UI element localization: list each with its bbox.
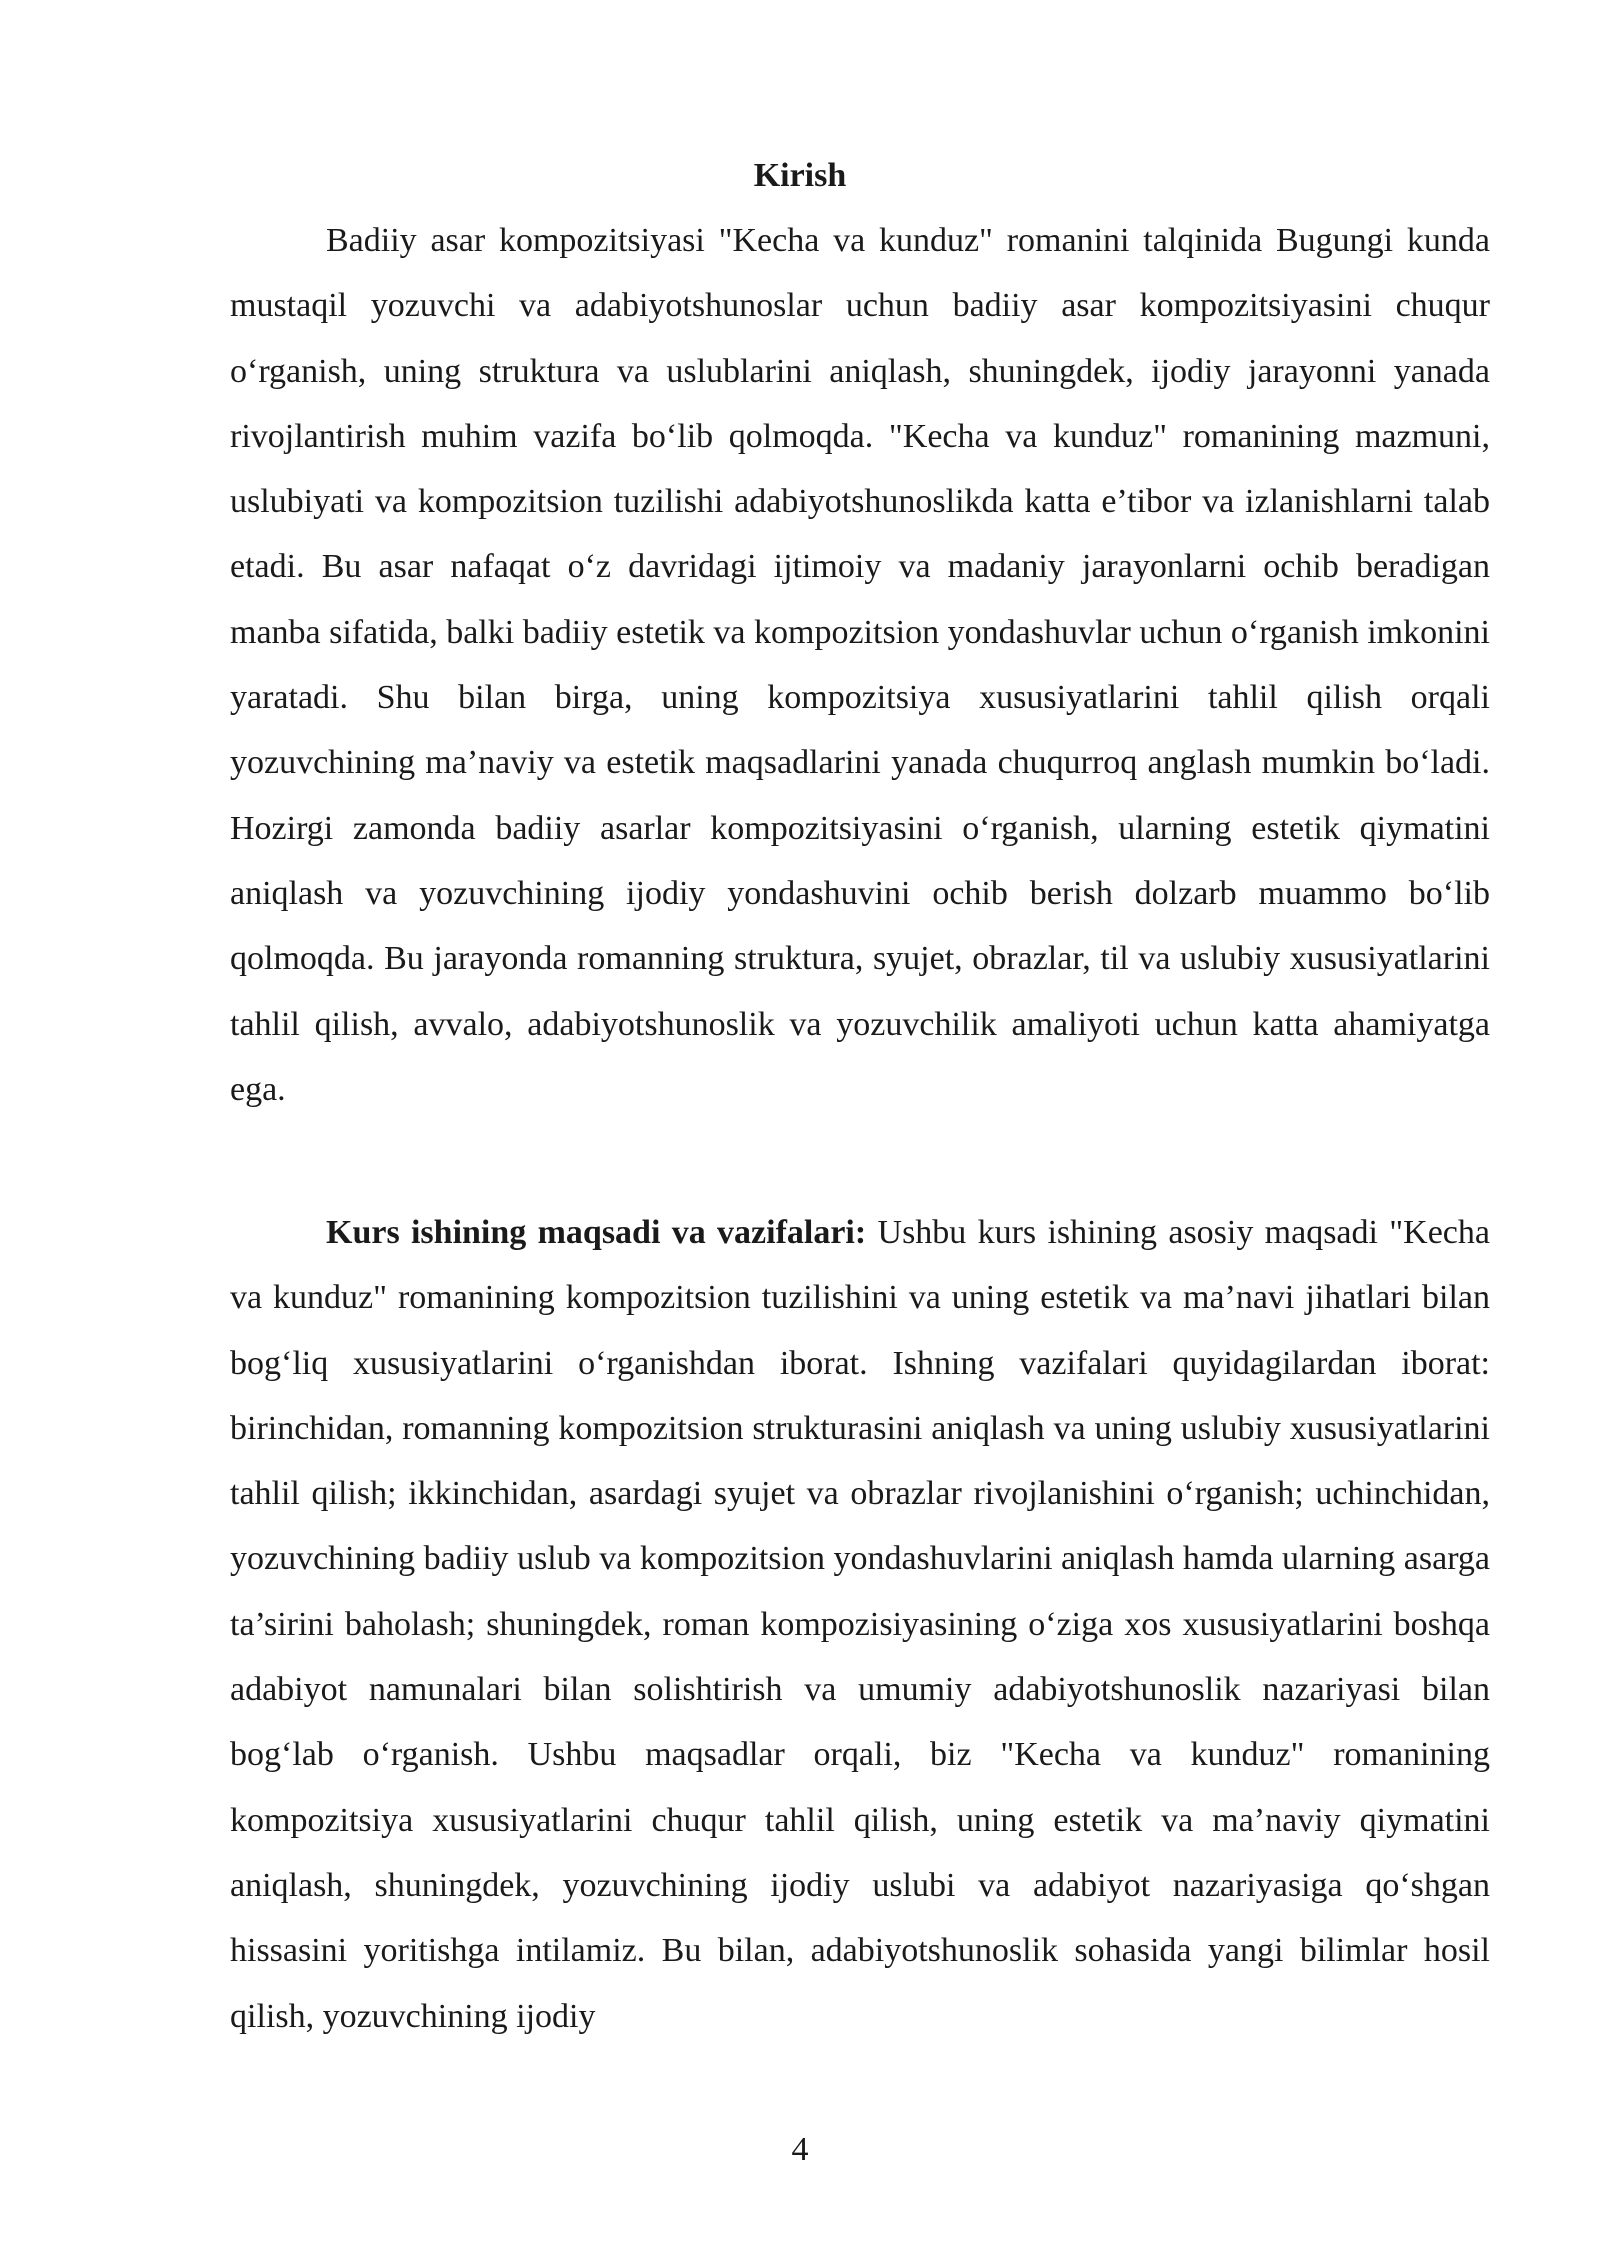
- goals-paragraph: [230, 1200, 1490, 2049]
- goals-paragraph-lead: Kurs ishining maqsadi va vazifalari:: [326, 1214, 867, 1251]
- introduction-paragraph: Badiiy asar kompozitsiyasi "Kecha va kunduz" romanini talqinida Bugungi kunda mustaqil yozuvchi va adabiyotshunoslar uchun badiiy asar kompozitsiyasini chuqur o‘rganish, uning struktura va uslublarini aniqlash, shuningdek, ijodiy jarayonni yanada rivojlantirish muhim vazifa bo‘lib qolmoqda. "Kecha va kunduz" romanining mazmuni, uslubiyati va kompozitsion tuzilishi adabiyotshunoslikda katta e’tibor va izlanishlarni talab etadi. Bu asar nafaqat o‘z davridagi ijtimoiy va madaniy jarayonlarni ochib beradigan manba sifatida, balki badiiy estetik va kompozitsion yondashuvlar uchun o‘rganish imkonini yaratadi. Shu bilan birga, uning kompozitsiya xususiyatlarini tahlil qilish orqali yozuvchining ma’naviy va estetik maqsadlarini yanada chuqurroq anglash mumkin bo‘ladi. Hozirgi zamonda badiiy asarlar kompozitsiyasini o‘rganish, ularning estetik qiymatini aniqlash va yozuvchining ijodiy yondashuvini ochib berish dolzarb muammo bo‘lib qolmoqda. Bu jarayonda romanning struktura, syujet, obrazlar, til va uslubiy xususiyatlarini tahlil qilish, avvalo, adabiyotshunoslik va yozuvchilik amaliyoti uchun katta ahamiyatga ega.: [230, 222, 1490, 1108]
- page-number: 4: [791, 2131, 809, 2168]
- goals-paragraph-body: Ushbu kurs ishining asosiy maqsadi "Kecha va kunduz" romanining kompozitsion tuzilishini va uning estetik va ma’navi jihatlari bilan bog‘liq xususiyatlarini o‘rganishdan iborat. Ishning vazifalari quyidagilardan iborat: birinchidan, romanning kompozitsion strukturasini aniqlash va uning uslubiy xususiyatlarini tahlil qilish; ikkinchidan, asardagi syujet va obrazlar rivojlanishini o‘rganish; uchinchidan, yozuvchining badiiy uslub va kompozitsion yondashuvlarini aniqlash hamda ularning asarga ta’sirini baholash; shuningdek, roman kompozisiyasining o‘ziga xos xususiyatlarini boshqa adabiyot namunalari bilan solishtirish va umumiy adabiyotshunoslik nazariyasi bilan bog‘lab o‘rganish. Ushbu maqsadlar orqali, biz "Kecha va kunduz" romanining kompozitsiya xususiyatlarini chuqur tahlil qilish, uning estetik va ma’naviy qiymatini aniqlash, shuningdek, yozuvchining ijodiy uslubi va adabiyot nazariyasiga qo‘shgan hissasini yoritishga intilamiz. Bu bilan, adabiyotshunoslik sohasida yangi bilimlar hosil qilish, yozuvchining ijodiy: [230, 1214, 1490, 2035]
- section-heading: Kirish: [753, 157, 847, 194]
